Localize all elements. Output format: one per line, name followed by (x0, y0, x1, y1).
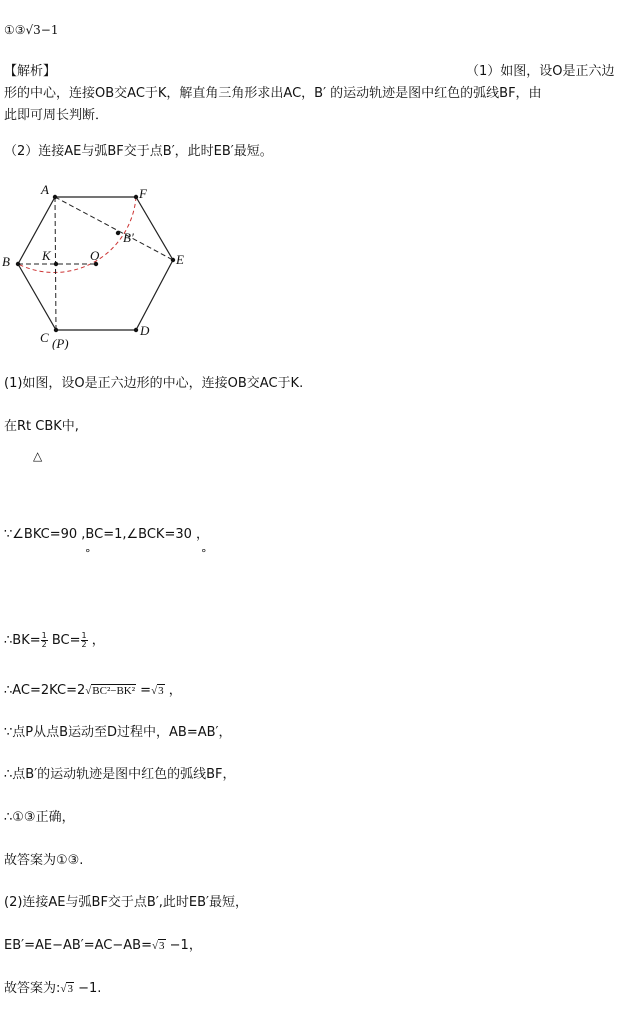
label-c: C (40, 330, 49, 345)
segment-ae (55, 197, 173, 260)
label-a: A (41, 182, 49, 197)
label-e: E (176, 252, 184, 267)
solution-s2: 在Rt CBK中, (4, 419, 79, 434)
point-c (54, 328, 58, 332)
label-d: D (140, 323, 150, 338)
triangle-symbol: △ (33, 449, 43, 463)
label-o: O (90, 248, 100, 263)
fraction-half-1: $\frac{1}{2}$ (41, 631, 47, 649)
degree-2: ° (201, 547, 207, 560)
fraction-half-2: $\frac{1}{2}$ (81, 631, 87, 649)
solution-s7: 故答案为①③. (4, 853, 84, 868)
solution-s8: (2)连接AE与弧BF交于点B′,此时EB′最短， (4, 895, 249, 910)
point-d (134, 328, 138, 332)
point-b-prime (116, 231, 120, 235)
analysis-p2: （2）连接AE与弧BF交于点B′，此时EB′最短。 (4, 144, 273, 159)
point-f (134, 195, 138, 199)
solution-s6: ∴①③正确， (4, 810, 75, 825)
analysis-p1-part1: （1）如图，设O是正六边 (466, 64, 615, 79)
label-p: (P) (52, 336, 69, 350)
solution-s5: ∴点B′的运动轨迹是图中红色的弧线BF， (4, 767, 236, 782)
solution-s1: (1)如图，设O是正六边形的中心，连接OB交AC于K. (4, 376, 304, 391)
analysis-p1-part3: 此即可周长判断． (4, 108, 109, 123)
label-k: K (42, 248, 51, 263)
point-k (54, 262, 58, 266)
analysis-header: 【解析】 (4, 64, 57, 79)
point-e (171, 258, 175, 262)
analysis-p1-part2: 形的中心，连接OB交AC于K，解直角三角形求出AC，B′ 的运动轨迹是图中红色的弧线BF，由 (4, 86, 542, 101)
degree-1: ° (85, 547, 91, 560)
point-b (16, 262, 20, 266)
answer-line: ①③√3−1 (4, 23, 59, 37)
solution-eb: EB′=AE−AB′=AC−AB=√3 −1， (4, 938, 202, 953)
solution-ac: ∴AC=2KC=2√BC²−BK² =√3 ， (4, 683, 182, 698)
hexagon-figure (0, 180, 200, 350)
solution-s4: ∵点P从点B运动至D过程中，AB=AB′， (4, 725, 232, 740)
label-f: F (139, 186, 147, 201)
solution-final: 故答案为:√3 −1. (4, 981, 102, 996)
solution-bk: ∴BK= $\frac{1}{2}$ BC= $\frac{1}{2}$ ， (4, 631, 105, 649)
solution-s3: ∵∠BKC=90 ,BC=1,∠BCK=30 ， (4, 527, 210, 542)
point-a (53, 195, 57, 199)
label-b-prime: B′ (123, 230, 134, 245)
label-b: B (2, 254, 10, 269)
